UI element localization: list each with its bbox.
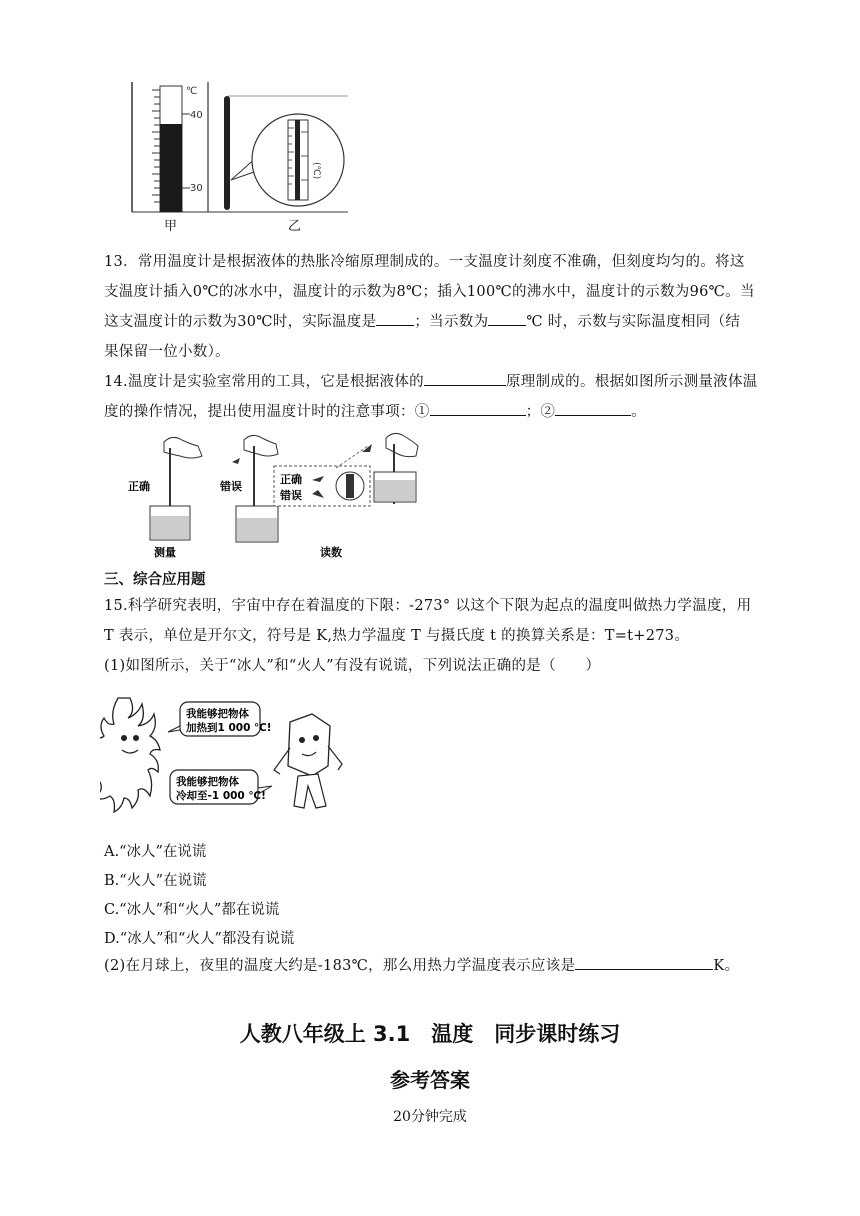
thermometer-figure — [128, 80, 350, 236]
bubble-fire-line-1: 我能够把物体 — [186, 708, 249, 720]
label-measure: 测量 — [154, 546, 176, 559]
fire-ice-figure — [100, 688, 350, 834]
q13-blank-2[interactable] — [488, 311, 526, 326]
q15-blank-kelvin[interactable] — [575, 955, 713, 970]
q13-blank-1[interactable] — [376, 311, 414, 326]
label-yi: 乙 — [288, 219, 302, 234]
q15-sub-2: (2)在月球上，夜里的温度大约是-183℃，那么用热力学温度表示应该是 K。 — [104, 954, 764, 978]
label-read: 读数 — [320, 546, 342, 559]
bubble-fire-line-2: 加热到1 000 ℃! — [186, 722, 272, 734]
bubble-ice-line-2: 冷却至-1 000 ℃! — [176, 790, 266, 802]
section-heading-3: 三、综合应用题 — [104, 572, 206, 588]
q14-line-1: 14.温度计是实验室常用的工具，它是根据液体的 原理制成的。根据如图所示测量液体温 — [104, 370, 764, 394]
measurement-figure — [124, 428, 434, 560]
q15-line-2: T 表示，单位是开尔文，符号是 K,热力学温度 T 与摄氏度 t 的换算关系是：T=t+273。 — [104, 628, 690, 644]
label-wrong-2: 错误 — [280, 489, 302, 502]
answer-note: 20分钟完成 — [393, 1109, 467, 1125]
answer-title: 人教八年级上 3.1 温度 同步课时练习 — [239, 1022, 621, 1046]
label-jia: 甲 — [164, 219, 178, 234]
option-a[interactable]: A.“冰人”在说谎 — [104, 844, 207, 860]
bubble-ice-line-1: 我能够把物体 — [176, 776, 239, 788]
q15-sub-1: (1)如图所示，关于“冰人”和“火人”有没有说谎，下列说法正确的是（ ） — [104, 658, 601, 674]
option-d[interactable]: D.“冰人”和“火人”都没有说谎 — [104, 931, 295, 947]
unit-label: ℃ — [186, 86, 198, 97]
q14-blank-note-2[interactable] — [555, 401, 631, 416]
tick-label-30: 30 — [190, 183, 203, 194]
label-correct-2: 正确 — [280, 473, 302, 486]
q14-blank-principle[interactable] — [424, 371, 506, 386]
option-c[interactable]: C.“冰人”和“火人”都在说谎 — [104, 902, 280, 918]
q14-blank-note-1[interactable] — [430, 401, 526, 416]
q13-line-4: 果保留一位小数）。 — [104, 344, 230, 360]
q13-line-3: 这支温度计的示数为30℃时，实际温度是 ；当示数为 ℃ 时，示数与实际温度相同（结 — [104, 310, 764, 334]
question-15 — [104, 594, 764, 678]
tick-label-40: 40 — [190, 110, 203, 121]
label-wrong-1: 错误 — [220, 480, 242, 493]
question-13 — [104, 250, 764, 364]
inset-unit-label: (℃) — [311, 162, 321, 180]
answer-subtitle: 参考答案 — [390, 1068, 470, 1092]
q13-line-2: 支温度计插入0℃的冰水中，温度计的示数为8℃；插入100℃的沸水中，温度计的示数为96℃。当 — [104, 284, 755, 300]
question-14 — [104, 370, 764, 424]
q14-line-2: 度的操作情况，提出使用温度计时的注意事项：① ；② 。 — [104, 400, 764, 424]
q15-line-1: 15.科学研究表明，宇宙中存在着温度的下限：-273° 以这个下限为起点的温度叫做热力学温度，用 — [104, 598, 752, 614]
label-correct-1: 正确 — [128, 480, 150, 493]
option-b[interactable]: B.“火人”在说谎 — [104, 873, 207, 889]
q13-line-1: 13．常用温度计是根据液体的热胀冷缩原理制成的。一支温度计刻度不准确，但刻度均匀的。将这 — [104, 254, 745, 270]
